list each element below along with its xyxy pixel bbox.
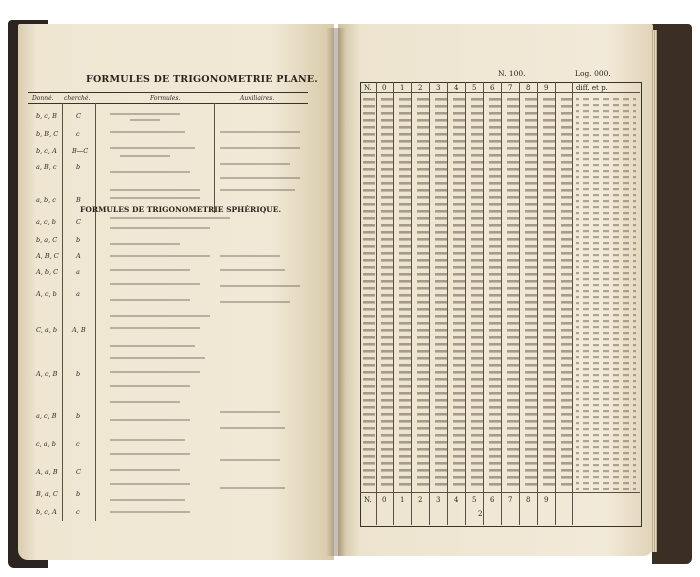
page-number: 2 [478, 510, 483, 518]
header-rule-bottom [28, 103, 308, 104]
col-header-diff: diff. et p. [576, 84, 608, 92]
spherical-given: c, a, b [36, 440, 56, 448]
spherical-sought: c [76, 508, 80, 516]
col-header-digit: 6 [490, 84, 495, 92]
book-gutter [326, 28, 346, 556]
spherical-given: A, c, b [36, 290, 57, 298]
spherical-sought: A, B [72, 326, 86, 334]
spherical-sought: A [76, 252, 81, 260]
spherical-sought: b [76, 412, 81, 420]
table-header-rule [360, 92, 640, 93]
plane-given: b, c, A [36, 147, 57, 155]
col-footer-digit: 9 [544, 496, 549, 504]
spherical-sought: C [76, 468, 81, 476]
spherical-given: A, a, B [36, 468, 58, 476]
col-header-n: N. [364, 84, 372, 92]
page-edges [651, 30, 657, 552]
spherical-sought: b [76, 236, 81, 244]
spherical-given: b, a, C [36, 236, 58, 244]
spherical-given: b, c, A [36, 508, 57, 516]
spherical-given: a, c, b [36, 218, 56, 226]
plane-given: b, B, C [36, 130, 59, 138]
spherical-given: a, c, B [36, 412, 57, 420]
formula-block [100, 106, 310, 520]
plane-sought: B—C [72, 147, 89, 155]
spherical-sought: a [76, 268, 80, 276]
col-header-digit: 1 [400, 84, 405, 92]
column-divider [95, 103, 96, 521]
log-label: Log. 000. [575, 69, 611, 78]
col-footer-digit: 6 [490, 496, 495, 504]
column-divider [62, 103, 63, 521]
plane-given: a, B, c [36, 163, 57, 171]
plane-sought: b [76, 163, 81, 171]
col-header-digit: 2 [418, 84, 423, 92]
plane-sought: c [76, 130, 80, 138]
header-rule-top [28, 92, 308, 93]
col-footer-digit: 2 [418, 496, 423, 504]
plane-given: a, b, c [36, 196, 56, 204]
plane-sought: B [76, 196, 81, 204]
spherical-given: A, c, B [36, 370, 58, 378]
col-footer-digit: 3 [436, 496, 441, 504]
logarithm-digits [362, 96, 638, 490]
col-header-digit: 8 [526, 84, 531, 92]
col-header-digit: 9 [544, 84, 549, 92]
col-header-digit: 0 [382, 84, 387, 92]
col-footer-digit: 0 [382, 496, 387, 504]
spherical-given: B, a, C [36, 490, 58, 498]
book-cover-right [652, 24, 692, 564]
col-footer-digit: 7 [508, 496, 513, 504]
table-number-label: N. 100. [498, 69, 526, 78]
plane-given: b, c, B [36, 112, 57, 120]
spherical-sought: b [76, 490, 81, 498]
spherical-given: C, a, b [36, 326, 58, 334]
header-sought: cherché. [64, 95, 91, 102]
col-header-digit: 4 [454, 84, 459, 92]
header-formulas: Formules. [150, 95, 181, 102]
spherical-trig-title: FORMULES DE TRIGONOMETRIE SPHÉRIQUE. [80, 205, 282, 214]
plane-trig-title: FORMULES DE TRIGONOMETRIE PLANE. [86, 74, 318, 85]
col-footer-digit: 1 [400, 496, 405, 504]
spherical-sought: c [76, 440, 80, 448]
col-header-digit: 7 [508, 84, 513, 92]
table-footer-rule [360, 492, 640, 493]
spherical-given: A, b, C [36, 268, 59, 276]
spherical-sought: b [76, 370, 81, 378]
spherical-sought: C [76, 218, 81, 226]
header-given: Donné. [32, 95, 54, 102]
plane-sought: C [76, 112, 81, 120]
col-footer-digit: 4 [454, 496, 459, 504]
col-footer-digit: 5 [472, 496, 477, 504]
col-footer-digit: 8 [526, 496, 531, 504]
col-header-digit: 3 [436, 84, 441, 92]
col-footer-n: N. [364, 496, 372, 504]
spherical-given: A, B, C [36, 252, 59, 260]
col-header-digit: 5 [472, 84, 477, 92]
spherical-sought: a [76, 290, 80, 298]
header-auxiliary: Auxiliaires. [240, 95, 275, 102]
